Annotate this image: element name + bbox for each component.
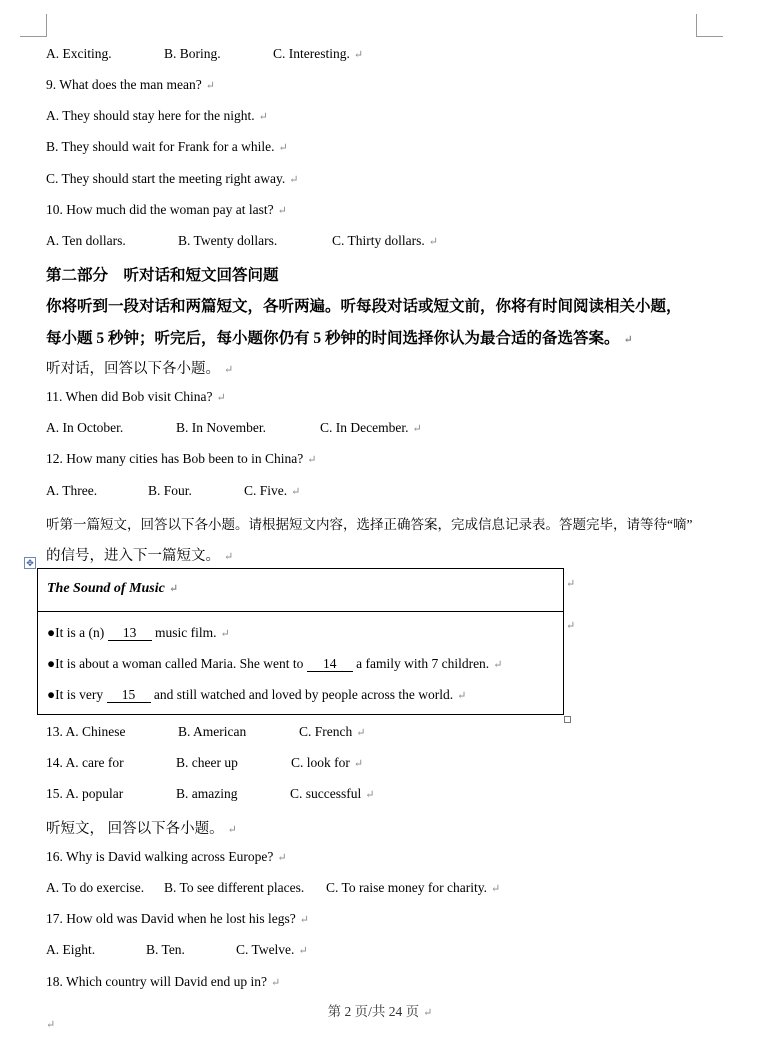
q16-options bbox=[46, 880, 500, 896]
paragraph-mark: ↵ bbox=[298, 945, 308, 957]
question-11: 11. When did Bob visit China? ↵ bbox=[46, 389, 226, 404]
option-c: C. Twelve. bbox=[236, 942, 295, 957]
option-c: C. In December. bbox=[320, 420, 409, 435]
paragraph-mark: ↵ bbox=[299, 914, 309, 926]
option-c: C. Thirty dollars. bbox=[332, 233, 425, 248]
option-b: B. In November. bbox=[176, 420, 266, 435]
q11-options bbox=[46, 420, 422, 436]
q15-options bbox=[46, 786, 374, 802]
option-b: B. Four. bbox=[148, 483, 192, 498]
paragraph-mark: ↵ bbox=[216, 392, 226, 404]
question-17: 17. How old was David when he lost his legs? ↵ bbox=[46, 911, 309, 926]
paragraph-mark: ↵ bbox=[491, 883, 501, 895]
paragraph-mark: ↵ bbox=[423, 1007, 433, 1019]
option-b: B. American bbox=[178, 724, 247, 739]
section-instructions-line-1: 你将听到一段对话和两篇短文，各听两遍。听每段对话或短文前，你将有时间阅读相关小题， bbox=[46, 298, 682, 315]
option-b: B. amazing bbox=[176, 786, 238, 801]
option-a: A. In October. bbox=[46, 420, 124, 435]
option-b: B. Twenty dollars. bbox=[178, 233, 278, 248]
blank-15: 15 bbox=[107, 688, 151, 703]
paragraph-mark: ↵ bbox=[412, 423, 422, 435]
paragraph-mark: ↵ bbox=[493, 659, 503, 671]
table-row-13: ●It is a (n) 13 music film. ↵ bbox=[47, 625, 230, 640]
option-a: 13. A. Chinese bbox=[46, 724, 126, 739]
crop-mark-left bbox=[20, 14, 47, 37]
paragraph-mark: ↵ bbox=[224, 551, 234, 563]
paragraph-mark: ↵ bbox=[277, 852, 287, 864]
option-c: C. Interesting. bbox=[273, 46, 350, 61]
page-number: 第 2 页/共 24 页 bbox=[327, 1004, 420, 1019]
table-title: The Sound of Music ↵ bbox=[47, 581, 179, 596]
question-10: 10. How much did the woman pay at last? ↵ bbox=[46, 202, 287, 217]
option-b: B. Boring. bbox=[164, 46, 221, 61]
q9-option-a: A. They should stay here for the night. ↵ bbox=[46, 108, 268, 123]
option-c: C. Five. bbox=[244, 483, 288, 498]
option-a: A. To do exercise. bbox=[46, 880, 145, 895]
passage2-instructions: 听短文， 回答以下各小题。 ↵ bbox=[46, 821, 237, 837]
option-b: B. To see different places. bbox=[164, 880, 305, 895]
question-18: 18. Which country will David end up in? ↵ bbox=[46, 974, 281, 989]
option-a: A. Three. bbox=[46, 483, 98, 498]
question-12: 12. How many cities has Bob been to in China? ↵ bbox=[46, 451, 317, 466]
option-a: 15. A. popular bbox=[46, 786, 124, 801]
trailing-paragraph-mark: ↵ bbox=[46, 1019, 56, 1031]
paragraph-mark: ↵ bbox=[258, 111, 268, 123]
option-c: C. successful bbox=[290, 786, 362, 801]
option-c: C. French bbox=[299, 724, 353, 739]
question-9: 9. What does the man mean? ↵ bbox=[46, 77, 215, 92]
q10-options bbox=[46, 233, 438, 249]
q9-option-c: C. They should start the meeting right away. ↵ bbox=[46, 171, 299, 186]
paragraph-mark: ↵ bbox=[289, 174, 299, 186]
option-a: A. Ten dollars. bbox=[46, 233, 126, 248]
paragraph-mark: ↵ bbox=[353, 758, 364, 770]
paragraph-mark: ↵ bbox=[365, 789, 375, 801]
row-end-mark: ↵ bbox=[566, 578, 576, 590]
paragraph-mark: ↵ bbox=[277, 205, 287, 217]
option-c: C. look for bbox=[291, 755, 350, 770]
paragraph-mark: ↵ bbox=[278, 142, 288, 154]
table-row-15: ●It is very 15 and still watched and loved by people across the world. ↵ bbox=[47, 687, 467, 702]
dialogue-instructions: 听对话，回答以下各小题。 ↵ bbox=[46, 361, 234, 377]
q8-options bbox=[46, 46, 363, 62]
option-a: 14. A. care for bbox=[46, 755, 124, 770]
paragraph-mark: ↵ bbox=[457, 690, 467, 702]
paragraph-mark: ↵ bbox=[270, 977, 281, 989]
paragraph-mark: ↵ bbox=[227, 824, 237, 836]
option-b: B. Ten. bbox=[146, 942, 185, 957]
table-move-handle-icon[interactable]: ✥ bbox=[24, 557, 36, 569]
q17-options bbox=[46, 942, 308, 958]
paragraph-mark: ↵ bbox=[356, 727, 366, 739]
q13-options bbox=[46, 724, 365, 740]
option-b: B. cheer up bbox=[176, 755, 238, 770]
info-record-table bbox=[37, 568, 564, 715]
section-title: 第二部分 听对话和短文回答问题 bbox=[46, 267, 279, 284]
q9-option-b: B. They should wait for Frank for a while. ↵ bbox=[46, 139, 288, 154]
option-c: C. To raise money for charity. bbox=[326, 880, 488, 895]
paragraph-mark: ↵ bbox=[205, 80, 215, 92]
paragraph-mark: ↵ bbox=[623, 334, 633, 346]
section-instructions-line-2: 每小题 5 秒钟；听完后，每小题你仍有 5 秒钟的时间选择你认为最合适的备选答案。 ↵ bbox=[46, 330, 633, 347]
table-divider bbox=[38, 611, 563, 612]
option-a: A. Eight. bbox=[46, 942, 96, 957]
page-footer bbox=[0, 1000, 760, 1020]
question-16: 16. Why is David walking across Europe? ↵ bbox=[46, 849, 287, 864]
paragraph-mark: ↵ bbox=[307, 454, 317, 466]
table-row-14: ●It is about a woman called Maria. She went to 14 a family with 7 children. ↵ bbox=[47, 656, 503, 671]
passage1-instructions-line-1: 听第一篇短文，回答以下各小题。请根据短文内容，选择正确答案，完成信息记录表。答题完毕，请等待“嘀” bbox=[46, 517, 693, 532]
paragraph-mark: ↵ bbox=[224, 364, 234, 376]
q12-options bbox=[46, 483, 300, 499]
blank-13: 13 bbox=[108, 626, 152, 641]
table-resize-handle[interactable] bbox=[564, 716, 571, 723]
passage1-instructions-line-2: 的信号，进入下一篇短文。 ↵ bbox=[46, 548, 234, 564]
paragraph-mark: ↵ bbox=[291, 486, 301, 498]
blank-14: 14 bbox=[307, 657, 353, 672]
paragraph-mark: ↵ bbox=[353, 49, 364, 61]
paragraph-mark: ↵ bbox=[428, 236, 438, 248]
q14-options bbox=[46, 755, 363, 771]
paragraph-mark: ↵ bbox=[220, 628, 230, 640]
paragraph-mark: ↵ bbox=[168, 583, 179, 595]
option-a: A. Exciting. bbox=[46, 46, 112, 61]
crop-mark-right bbox=[696, 14, 723, 37]
row-end-mark: ↵ bbox=[566, 620, 576, 632]
